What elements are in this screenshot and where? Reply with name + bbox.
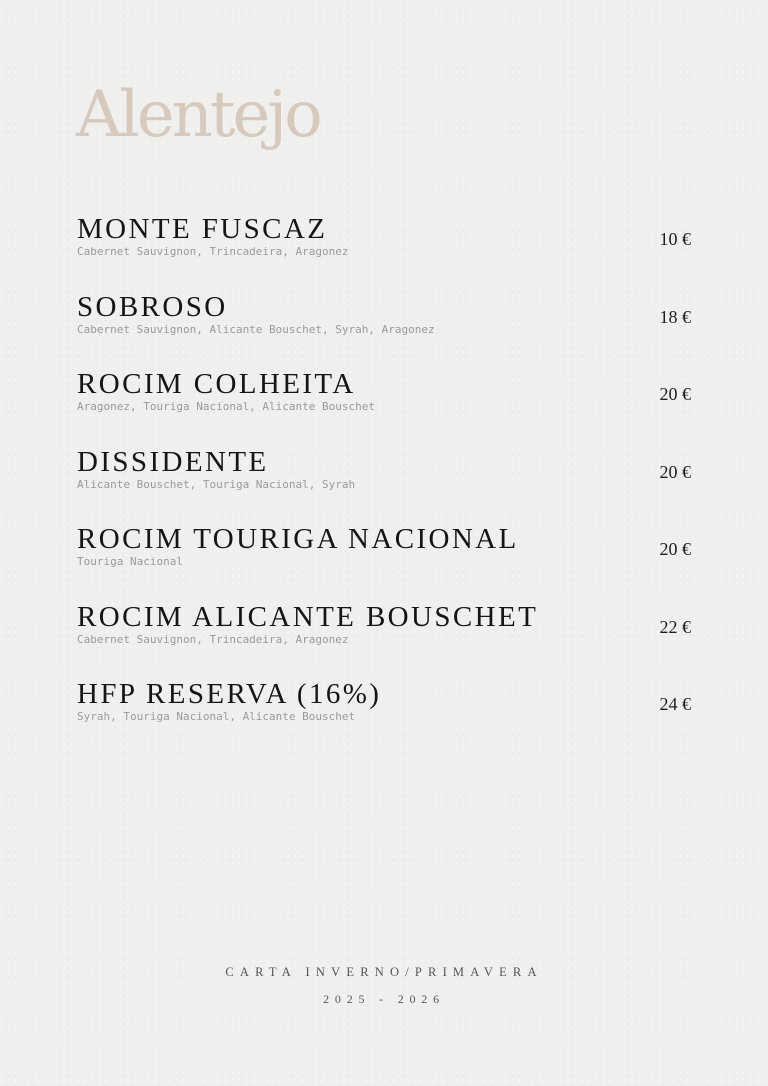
wine-price: 20 € [659, 384, 691, 404]
wine-name: MONTE FUSCAZ [77, 213, 328, 245]
wine-grapes: Alicante Bouschet, Touriga Nacional, Syrah [77, 477, 356, 491]
wine-item [77, 368, 697, 446]
wine-name: ROCIM COLHEITA [77, 368, 356, 400]
wine-name: HFP RESERVA (16%) [77, 678, 382, 710]
wine-price: 24 € [659, 694, 691, 714]
page-title: Alentejo [76, 78, 320, 152]
wine-item [77, 446, 697, 524]
wine-grapes: Cabernet Sauvignon, Trincadeira, Aragonez [77, 632, 349, 646]
wine-grapes: Aragonez, Touriga Nacional, Alicante Bouschet [77, 400, 376, 413]
wine-price: 22 € [659, 616, 691, 637]
wine-price: 18 € [659, 306, 691, 327]
wine-grapes: Cabernet Sauvignon, Alicante Bouschet, Syrah, Aragonez [77, 322, 435, 336]
wine-list [77, 213, 697, 756]
wine-price: 20 € [659, 539, 691, 559]
wine-name: SOBROSO [77, 290, 228, 323]
wine-price: 20 € [659, 461, 691, 482]
wine-item [77, 213, 697, 291]
wine-grapes: Touriga Nacional [77, 555, 183, 568]
wine-grapes: Cabernet Sauvignon, Trincadeira, Aragonez [77, 245, 349, 258]
wine-item [77, 678, 697, 756]
wine-item [77, 291, 697, 369]
wine-item [77, 523, 697, 601]
wine-grapes: Syrah, Touriga Nacional, Alicante Bouschet [77, 710, 356, 723]
wine-name: ROCIM TOURIGA NACIONAL [77, 523, 519, 555]
wine-name: DISSIDENTE [77, 445, 269, 478]
wine-item [77, 601, 697, 679]
footer-years: 2025 - 2026 [323, 992, 445, 1006]
wine-name: ROCIM ALICANTE BOUSCHET [77, 600, 539, 633]
wine-price: 10 € [659, 229, 691, 249]
footer-season: CARTA INVERNO/PRIMAVERA [225, 965, 543, 979]
